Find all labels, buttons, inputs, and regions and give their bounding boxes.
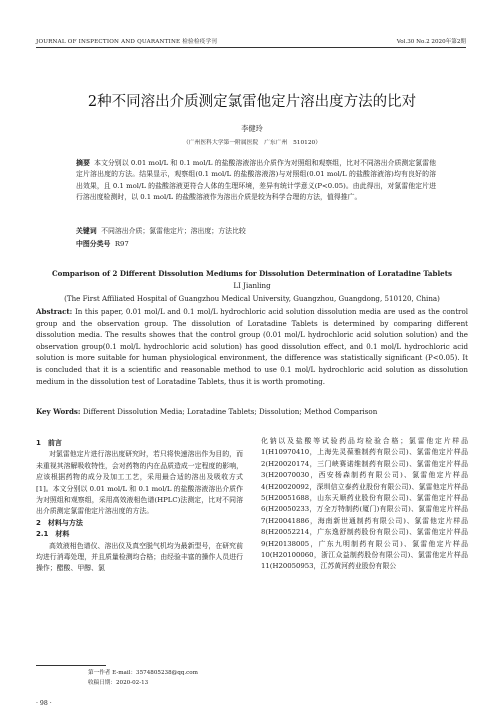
abstract-en-label: Abstract: bbox=[36, 307, 73, 316]
author-en: LI Jianling bbox=[233, 281, 271, 290]
abstract-cn bbox=[76, 158, 436, 204]
footnote-received: 收稿日期：2020-02-13 bbox=[88, 680, 149, 686]
abstract-en bbox=[36, 306, 468, 387]
classification-code: R97 bbox=[114, 240, 129, 248]
subsection-heading-materials: 2.1 材料 bbox=[36, 530, 70, 539]
abstract-cn-label: 摘要 bbox=[76, 159, 91, 167]
journal-name: JOURNAL OF INSPECTION AND QUARANTINE 检验检疫学刊 bbox=[36, 39, 218, 45]
keywords-en-label: Key Words: bbox=[36, 407, 81, 416]
keywords-cn-text: 不同溶出介质；氯雷他定片；溶出度；方法比较 bbox=[101, 227, 246, 235]
section-heading-methods: 2 材料与方法 bbox=[36, 518, 83, 527]
section-heading-intro: 1 前言 bbox=[36, 439, 62, 447]
intro-paragraph: 对氯雷他定片进行溶出度研究时，若只将快速溶出作为目的，而未重视其溶解吸收特性，会对药物的内在品质造成一定程度的影响，应该根据药物的成分及加工工艺，采用最合适的溶出及吸收方式[1]。本文分别以 0.01 mol/L 和 0.1 mol/L 的盐酸溶液溶出介质作为对照组和观察组，采用高效液相色谱(HPLC)法测定，比对不同溶出介质测定氯雷他定片溶出度的方法。 bbox=[36, 450, 243, 516]
abstract-en-text: In this paper, 0.01 mol/L and 0.1 mol/L hydrochloric acid solution dissolution media are used as the control group and the observation group. The dissolution of Loratadine Tablets is determined by comparing different dissolution media. The results showes that the control group (0.01 mol/L hydrochloric acid solution solution) and the observation group(0.1 mol/L hydrochloric acid solution) has good dissolution effect, and 0.1 mol/L hydrochloric acid solution is more suitable for human physiological environment, the difference was statistically significant (P<0.05). It is concluded that it is a scientific and reasonable method to use 0.1 mol/L hydrochloric acid solution as dissolution medium in the dissolution test of Loratadine Tablets, thus it is worth promoting. bbox=[36, 307, 468, 386]
body-right-column bbox=[261, 436, 468, 573]
footnote-rule bbox=[36, 665, 106, 666]
issue-info: Vol.30 No.2 2020年第2期 bbox=[396, 39, 466, 45]
paper-title-cn: 2种不同溶出介质测定氯雷他定片溶出度方法的比对 bbox=[87, 94, 417, 110]
classification-label: 中图分类号 bbox=[76, 240, 111, 248]
keywords-cn bbox=[76, 225, 436, 235]
header-rule bbox=[36, 47, 466, 48]
materials-continued-paragraph: 化钠以及盐酸等试验药品均检验合格；氯雷他定片样品 1(H10970410，上海先灵葆雅制药有限公司)、氯雷他定片样品 2(H20020174，三门峡赛诺维制药有限公司)、氯雷他定片样品 3(H20070030，西安杨森制药有限公司)、氯雷他定片样品 4(H20020092，深圳信立泰药业股份有限公司)、氯雷他定片样品 5(H20051688，山东天顺药业股份有限公司)、氯雷他定片样品 6(H20050233，万全万特制药(厦门)有限公司)、氯雷他定片样品 7(H20041886，海南新世通制药有限公司)、氯雷他定片样品 8(H20052214，广东逸舒制药股份有限公司)、氯雷他定片样品 9(H20138005，广东九明制药有限公司)、氯雷他定片样品 10(H20100060，浙江众益制药股份有限公司)、氯雷他定片样品 11(H20050953，江苏黄河药业股份有限公 bbox=[261, 437, 468, 571]
body-left-column bbox=[36, 438, 243, 575]
materials-paragraph: 高效液相色谱仪、溶出仪及真空脱气机均为最新型号，在研究前均进行消毒处理，并且质量检测均合格；由经验丰富的操作人员进行操作；醋酸、甲醇、氯 bbox=[36, 541, 243, 573]
classification-cn bbox=[76, 238, 436, 248]
footnote-email: 第一作者 E-mail：3574805238@qq.com bbox=[88, 670, 198, 676]
author-cn: 李健玲 bbox=[241, 124, 263, 133]
affiliation-en: (The First Affiliated Hospital of Guangzhou Medical University, Guangzhou, Guangdong, 510120, China) bbox=[64, 294, 440, 303]
page-number: · 98 · bbox=[36, 700, 52, 707]
keywords-cn-label: 关键词 bbox=[76, 227, 97, 235]
keywords-en bbox=[36, 407, 468, 416]
abstract-cn-text: 本文分别以 0.01 mol/L 和 0.1 mol/L 的盐酸溶液溶出介质作为对照组和观察组，比对不同溶出介质测定氯雷他定片溶出度的方法。结果显示，观察组(0.1 mol/L 的盐酸溶液溶)与对照组(0.01 mol/L 的盐酸溶液溶)均有良好的溶出效果，且 0.1 mol/L 的盐酸溶液更符合人体的生理环境，差异有统计学意义(P<0.05)。由此得出，对氯雷他定片进行溶出度检测时，以 0.1 mol/L 的盐酸溶液作为溶出介质是较为科学合理的方法，值得推广。 bbox=[76, 159, 437, 202]
affiliation-cn: （广州医科大学第一附属医院 广东广州 510120） bbox=[182, 140, 322, 146]
keywords-en-text: Different Dissolution Media; Loratadine Tablets; Dissolution; Method Comparison bbox=[82, 407, 378, 416]
paper-title-en: Comparison of 2 Different Dissolution Mediums for Dissolution Determination of Loratadine Tablets bbox=[52, 269, 452, 278]
